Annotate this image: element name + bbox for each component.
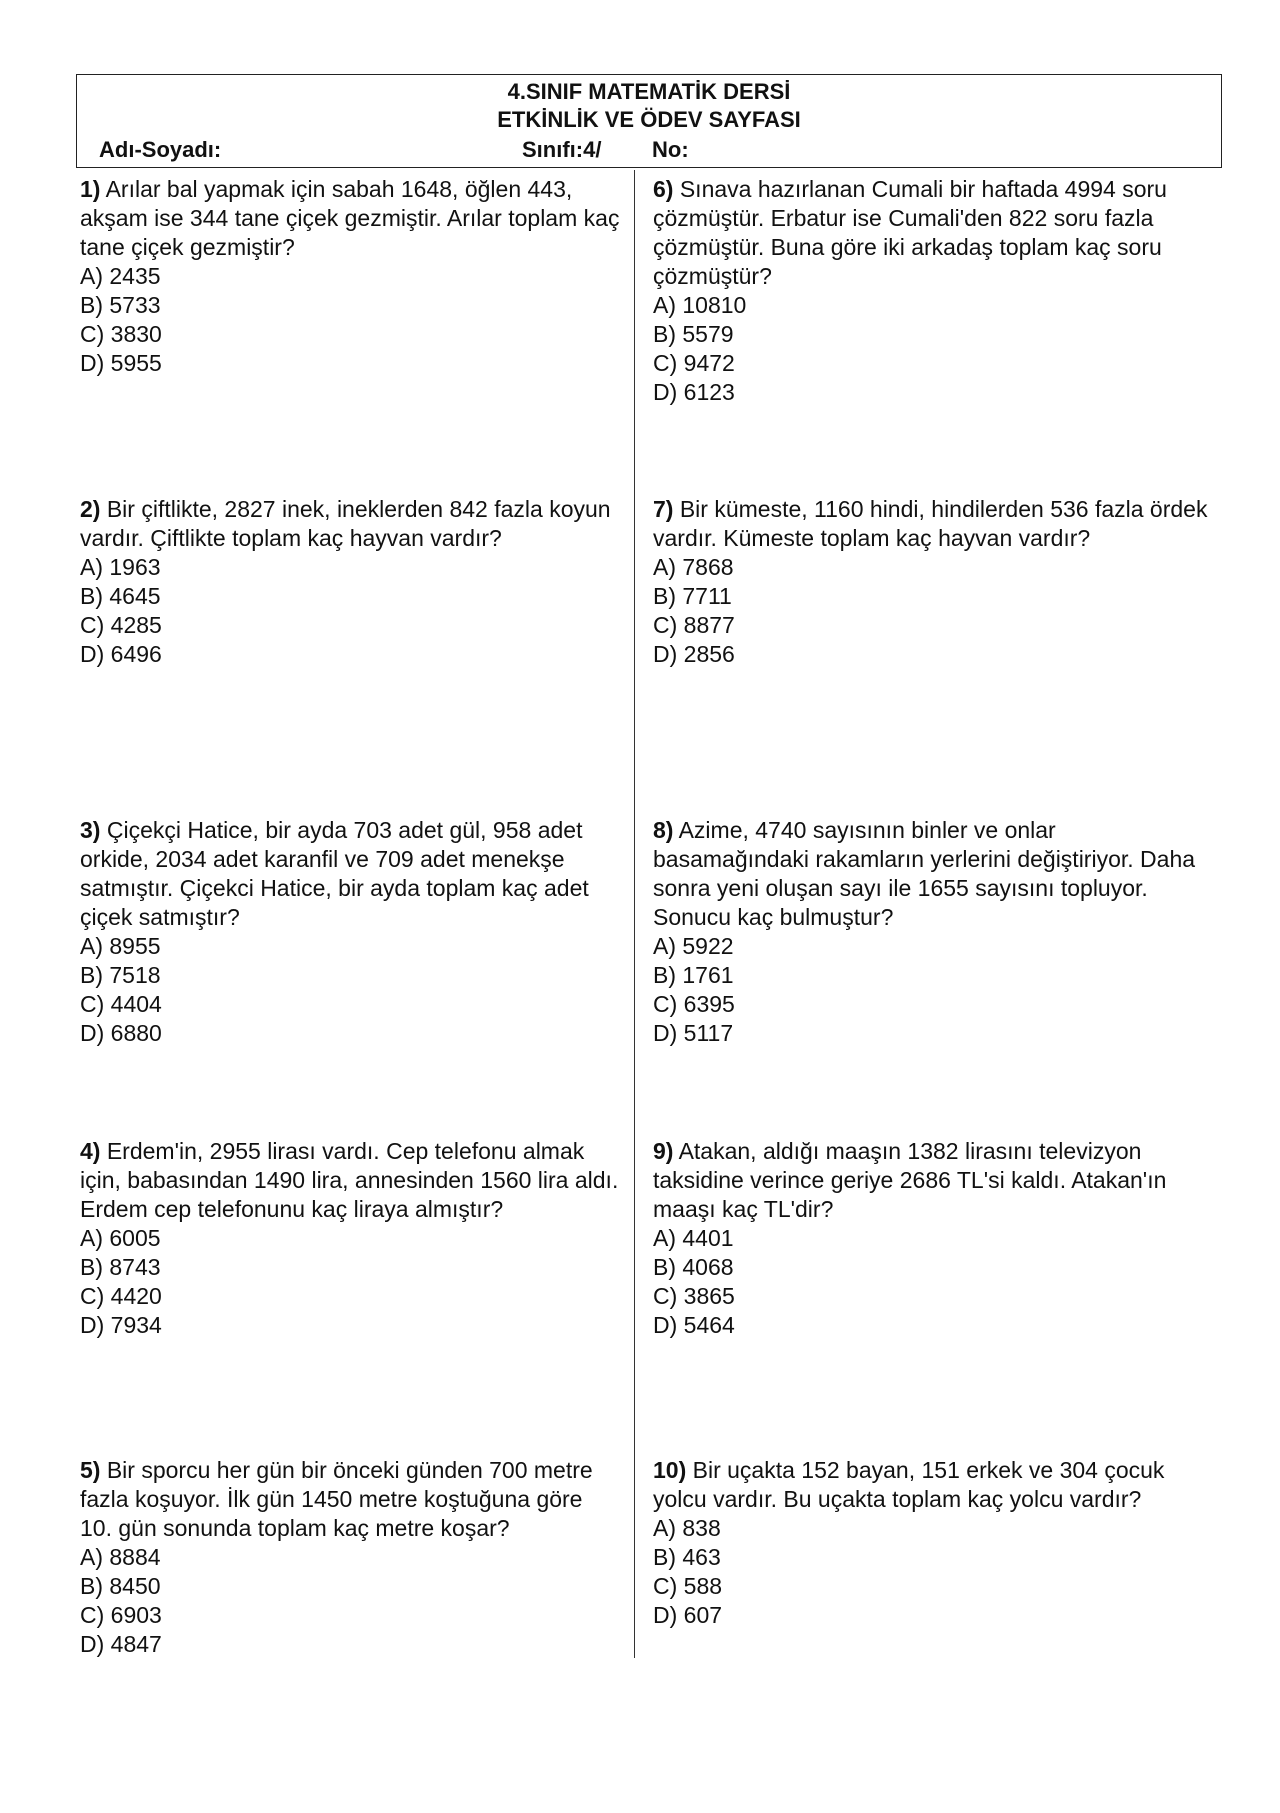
option-b: B) 463 — [653, 1544, 721, 1570]
answer-options — [80, 262, 620, 378]
option-c: C) 4285 — [80, 612, 162, 638]
option-c: C) 9472 — [653, 350, 735, 376]
question-number: 1) — [80, 176, 101, 202]
answer-options — [653, 1224, 1213, 1340]
column-divider — [634, 170, 635, 1658]
option-a: A) 10810 — [653, 292, 747, 318]
question-body: Bir sporcu her gün bir önceki günden 700 metre fazla koşuyor. İlk gün 1450 metre koştuğuna göre 10. gün sonunda toplam kaç metre koşar? — [80, 1457, 593, 1541]
option-b: B) 1761 — [653, 962, 734, 988]
option-a: A) 7868 — [653, 554, 734, 580]
option-b: B) 8450 — [80, 1573, 161, 1599]
question-1 — [80, 175, 620, 378]
question-body: Arılar bal yapmak için sabah 1648, öğlen 443, akşam ise 344 tane çiçek gezmiştir. Arılar toplam kaç tane çiçek gezmiştir? — [80, 176, 620, 260]
option-c: C) 6903 — [80, 1602, 162, 1628]
option-d: D) 6123 — [653, 379, 735, 405]
question-text — [653, 1137, 1213, 1224]
question-text — [653, 495, 1213, 553]
question-body: Sınava hazırlanan Cumali bir haftada 4994 soru çözmüştür. Erbatur ise Cumali'den 822 soru fazla çözmüştür. Buna göre iki arkadaş toplam kaç soru çözmüştür? — [653, 176, 1167, 289]
option-d: D) 4847 — [80, 1631, 162, 1657]
question-5 — [80, 1456, 620, 1659]
question-number: 4) — [80, 1138, 101, 1164]
option-d: D) 607 — [653, 1602, 723, 1628]
option-b: B) 4645 — [80, 583, 161, 609]
question-8 — [653, 816, 1213, 1048]
worksheet-subtitle: ETKİNLİK VE ÖDEV SAYFASI — [497, 107, 801, 132]
question-text — [80, 1456, 620, 1543]
question-text — [653, 1456, 1213, 1514]
question-number: 5) — [80, 1457, 101, 1483]
question-body: Erdem'in, 2955 lirası vardı. Cep telefonu almak için, babasından 1490 lira, annesinden 1560 lira aldı. Erdem cep telefonunu kaç liraya almıştır? — [80, 1138, 619, 1222]
question-number: 10) — [653, 1457, 687, 1483]
question-text — [80, 816, 620, 932]
question-2 — [80, 495, 620, 669]
option-d: D) 5955 — [80, 350, 162, 376]
option-d: D) 2856 — [653, 641, 735, 667]
question-body: Atakan, aldığı maaşın 1382 lirasını televizyon taksidine verince geriye 2686 TL'si kaldı. Atakan'ın maaşı kaç TL'dir? — [653, 1138, 1167, 1222]
option-a: A) 8884 — [80, 1544, 161, 1570]
question-body: Azime, 4740 sayısının binler ve onlar basamağındaki rakamların yerlerini değiştiriyor. Daha sonra yeni oluşan sayı ile 1655 sayısını topluyor. Sonucu kaç bulmuştur? — [653, 817, 1196, 930]
question-text — [653, 175, 1213, 291]
question-number: 9) — [653, 1138, 674, 1164]
option-d: D) 5117 — [653, 1020, 734, 1046]
option-d: D) 6880 — [80, 1020, 162, 1046]
option-a: A) 838 — [653, 1515, 721, 1541]
option-b: B) 7518 — [80, 962, 161, 988]
worksheet-header — [76, 74, 1222, 168]
class-label: Sınıfı:4/ — [522, 137, 602, 162]
question-text — [80, 495, 620, 553]
answer-options — [80, 1543, 620, 1659]
question-body: Bir uçakta 152 bayan, 151 erkek ve 304 çocuk yolcu vardır. Bu uçakta toplam kaç yolcu vardır? — [653, 1457, 1165, 1512]
option-d: D) 5464 — [653, 1312, 735, 1338]
question-10 — [653, 1456, 1213, 1630]
worksheet-title: 4.SINIF MATEMATİK DERSİ — [507, 79, 791, 104]
option-d: D) 6496 — [80, 641, 162, 667]
question-text — [80, 1137, 620, 1224]
option-c: C) 588 — [653, 1573, 723, 1599]
question-number: 3) — [80, 817, 101, 843]
question-7 — [653, 495, 1213, 669]
answer-options — [653, 1514, 1213, 1630]
answer-options — [653, 291, 1213, 407]
option-b: B) 5733 — [80, 292, 161, 318]
option-c: C) 3830 — [80, 321, 162, 347]
option-b: B) 5579 — [653, 321, 734, 347]
answer-options — [653, 553, 1213, 669]
answer-options — [80, 1224, 620, 1340]
option-b: B) 8743 — [80, 1254, 161, 1280]
question-number: 7) — [653, 496, 674, 522]
option-c: C) 4420 — [80, 1283, 162, 1309]
option-a: A) 8955 — [80, 933, 161, 959]
option-b: B) 7711 — [653, 583, 732, 609]
student-name-label: Adı-Soyadı: — [99, 137, 222, 162]
question-3 — [80, 816, 620, 1048]
student-number-label: No: — [652, 137, 689, 162]
answer-options — [653, 932, 1213, 1048]
option-a: A) 6005 — [80, 1225, 161, 1251]
question-number: 2) — [80, 496, 101, 522]
option-b: B) 4068 — [653, 1254, 734, 1280]
question-body: Bir kümeste, 1160 hindi, hindilerden 536 fazla ördek vardır. Kümeste toplam kaç hayvan vardır? — [653, 496, 1208, 551]
question-body: Çiçekçi Hatice, bir ayda 703 adet gül, 958 adet orkide, 2034 adet karanfil ve 709 adet menekşe satmıştır. Çiçekci Hatice, bir ayda toplam kaç adet çiçek satmıştır? — [80, 817, 589, 930]
option-a: A) 2435 — [80, 263, 161, 289]
option-c: C) 6395 — [653, 991, 735, 1017]
option-d: D) 7934 — [80, 1312, 162, 1338]
option-a: A) 5922 — [653, 933, 734, 959]
answer-options — [80, 932, 620, 1048]
option-c: C) 8877 — [653, 612, 735, 638]
question-4 — [80, 1137, 620, 1340]
answer-options — [80, 553, 620, 669]
question-text — [653, 816, 1213, 932]
question-9 — [653, 1137, 1213, 1340]
question-6 — [653, 175, 1213, 407]
question-number: 8) — [653, 817, 674, 843]
question-body: Bir çiftlikte, 2827 inek, ineklerden 842 fazla koyun vardır. Çiftlikte toplam kaç hayvan vardır? — [80, 496, 611, 551]
option-c: C) 3865 — [653, 1283, 735, 1309]
question-number: 6) — [653, 176, 674, 202]
option-a: A) 1963 — [80, 554, 161, 580]
question-text — [80, 175, 620, 262]
option-a: A) 4401 — [653, 1225, 734, 1251]
option-c: C) 4404 — [80, 991, 162, 1017]
